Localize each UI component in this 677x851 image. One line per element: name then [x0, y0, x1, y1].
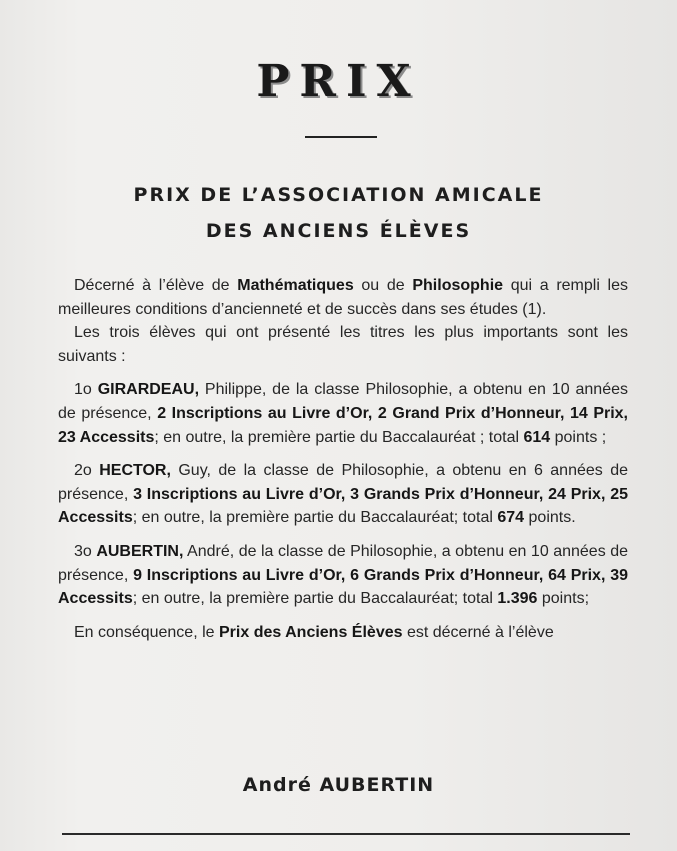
entry-text-1: de la classe de Philosophie, a obtenu en 10 années de présence,	[58, 542, 629, 584]
entry-awards: 9 Inscriptions au Livre d’Or, 6 Grands Prix d’Honneur, 64 Prix, 39 Accessits	[58, 566, 628, 608]
entry-text-3: points;	[537, 590, 590, 608]
section-heading-line-1: PRIX DE L’ASSOCIATION AMICALE	[133, 184, 544, 206]
entry-paragraph-3	[58, 540, 628, 611]
entry-awards: 3 Inscriptions au Livre d’Or, 3 Grands Prix d’Honneur, 24 Prix, 25 Accessits	[58, 485, 628, 527]
entry-number: 2o	[74, 462, 100, 480]
entry-firstname: André,	[183, 542, 235, 560]
entry-surname: AUBERTIN,	[96, 542, 184, 560]
entry-paragraph-2	[58, 459, 628, 530]
entry-text-2: ; en outre, la première partie du Baccalauréat; total	[132, 590, 498, 608]
entry-text-1: de la classe de Philosophie, a obtenu en 6 années de présence,	[58, 462, 628, 503]
entry-total: 1.396	[497, 590, 538, 608]
entry-awards: 2 Inscriptions au Livre d’Or, 2 Grand Prix d’Honneur, 14 Prix, 23 Accessits	[58, 404, 629, 446]
entry-number: 1o	[74, 381, 98, 399]
page-title: PRIX	[256, 56, 421, 107]
conclusion-text-1: En conséquence, le	[74, 623, 219, 641]
entry-text-2: ; en outre, la première partie du Baccalauréat; total	[132, 509, 498, 527]
intro-text-1: Décerné à l’élève de	[74, 277, 238, 294]
section-heading-line-2: DES ANCIENS ÉLÈVES	[205, 220, 472, 242]
lead-paragraph: Les trois élèves qui ont présenté les titres les plus importants sont les suivants :	[58, 324, 628, 365]
entry-text-3: points.	[524, 509, 576, 527]
entry-firstname: Philippe,	[199, 381, 267, 399]
conclusion-bold-prize: Prix des Anciens Élèves	[219, 623, 403, 641]
intro-bold-mathematiques: Mathématiques	[237, 277, 354, 294]
entry-text-2: ; en outre, la première partie du Baccalauréat ; total	[154, 428, 524, 446]
entry-paragraph-1	[58, 378, 628, 449]
entry-total: 674	[497, 509, 525, 527]
bottom-rule	[62, 833, 630, 835]
entry-surname: GIRARDEAU,	[97, 381, 200, 399]
document-body	[58, 274, 628, 644]
entry-firstname: Guy,	[170, 462, 211, 480]
intro-bold-philosophie: Philosophie	[412, 277, 504, 294]
intro-text-3: qui a rempli les meilleures conditions d’ancienneté et de succès dans ses études (1).	[58, 277, 629, 318]
entry-text-3: points ;	[550, 428, 607, 446]
laureate-name: André AUBERTIN	[242, 774, 435, 796]
intro-paragraph	[58, 274, 628, 321]
bleed-through-background	[150, 20, 590, 200]
intro-text-2: ou de	[353, 277, 413, 294]
entry-surname: HECTOR,	[99, 462, 171, 480]
conclusion-paragraph	[58, 621, 628, 645]
conclusion-text-2: est décerné à l’élève	[402, 623, 554, 641]
entry-text-1: de la classe Philosophie, a obtenu en 10 années de présence,	[58, 381, 628, 422]
entry-total: 614	[523, 428, 551, 446]
entry-number: 3o	[74, 542, 97, 560]
title-underline-rule	[305, 136, 377, 138]
